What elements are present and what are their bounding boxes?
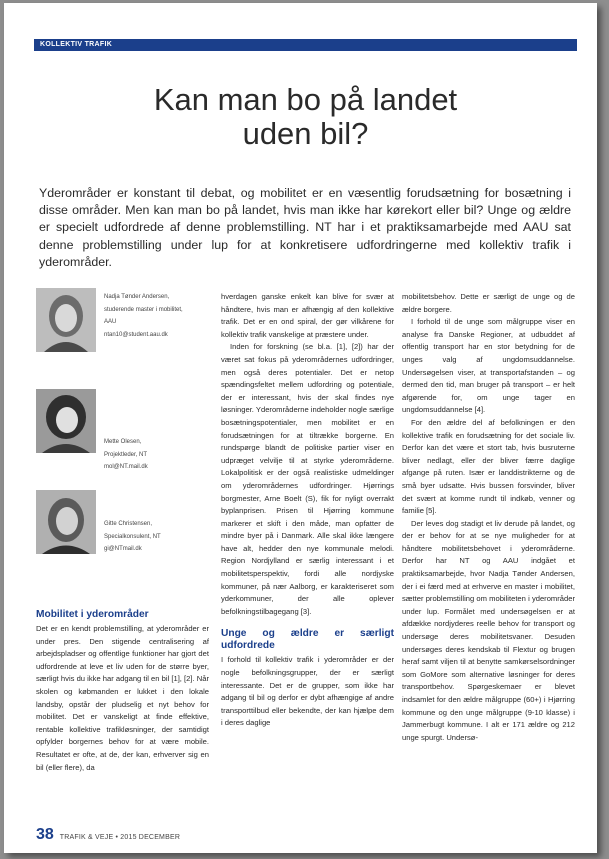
- page-number: 38: [36, 826, 54, 843]
- body-paragraph: I forhold til de unge som målgruppe viser en analyse fra Danske Regioner, at udbuddet af offentlig transport har en stor betydning for de unges valg af ungdomsuddannelse. Undersøgelsen viser, at transportafstanden – og dermed den tid, man bruger på transport – er helt afgørende for, om unge tager en ungdomsuddannelse [4].: [402, 317, 575, 415]
- author-affiliation: AAU: [104, 319, 117, 326]
- author-card: [36, 490, 231, 556]
- body-paragraph: mobilitetsbehov. Dette er særligt de unge og de ældre borgere.: [402, 292, 575, 314]
- author-card: [36, 288, 231, 354]
- author-info: [104, 291, 183, 341]
- body-paragraph: Inden for forskning (se bl.a. [1], [2]) har der været sat fokus på yderområdernes udfordringer, men også deres potentialer. Det er netop spændingsfeltet mellem udfordring og potentiale, der er interessant, hvis der skal findes nye løsninger. Yderområderne indeholder nogle særlige bosætningspotentialer, men mobilitet er en forudsætningen for at tiltrække borgerne. En rundspørge blandt de politiske partier viser en udpræget velvilje til at styrke yderområderne. Lokalpolitisk er der også realistiske udmeldinger om yderområdernes udfordringer. Hjørrings borgmester, Arne Boelt (S), fik for nyligt overrakt byplanprisen. Prisen til Hjørring kommune markerer et skift i den måde, man opfatter de mindre byer på i Danmark. Alle skal ikke længere have alt, hedder den nye kommunale melodi. Region Nordjylland er særlig interessant i et mobilitetsperspektiv, fordi alle nordjyske kommuner, på nær Aalborg, er karakteriseret som yderkommuner, der alle oplever befolkningstilbagegang [3].: [221, 342, 394, 616]
- author-photo: [36, 490, 96, 554]
- author-role: studerende master i mobilitet,: [104, 306, 183, 313]
- lead-paragraph: Yderområder er konstant til debat, og mobilitet er en væsentlig forudsætning for bosætning i disse områder. Men kan man bo på landet, hvis man ikke har kørekort eller bil? Unge og ældre er specielt udfordrede af denne problemstilling. NT har i et praktiksamarbejde med AAU sat denne problemstilling under lup for at konkretisere udfordringerne med kollektiv trafik i yderområder.: [39, 186, 571, 269]
- publication-info: TRAFIK & VEJE • 2015 DECEMBER: [59, 834, 181, 841]
- title-line-1: Kan man bo på landet: [153, 82, 458, 117]
- section-heading: Mobilitet i yderområder: [36, 609, 149, 620]
- body-paragraph: Der leves dog stadigt et liv derude på landet, og der er behov for at se nye muligheder for at håndtere mobilitetsbehovet i yderområderne. Derfor har NT og AAU indgået et praktiksamarbejde, hvor Nadja Tønder Andersen, der i ei færd med at erhverve en master i mobilitet, sætter problemstilling om mobiliteten i yderområder under lup. Formålet med undersøgelsen er at afdække nordjyderes reelle behov for transport og undersøge deres mobilitetsvaner. Desuden undersøges deres kendskab til Flextur og brugen heraf samt viljen til at benytte samkørselsordninger som GoMore som alternative løsninger for deres transportbehov. Spørgeskemaer er blevet indsamlet for den ældre målgruppe (60+) i Hjørring kommune og den unge målgruppe (9-10 klasse) i Jammerbugt kommune. I alt er 171 ældre og 212 unge spurgt. Undersø-: [402, 518, 575, 742]
- author-card: [36, 389, 231, 471]
- section-tag: KOLLEKTIV TRAFIK: [34, 39, 577, 51]
- column-1: [36, 609, 209, 774]
- section-heading: Unge og ældre er særligt udfordrede: [221, 628, 394, 652]
- author-photo: [36, 389, 96, 453]
- author-role: Specialkonsulent, NT: [104, 533, 161, 540]
- column-2: [221, 291, 394, 730]
- body-paragraph: I forhold til kollektiv trafik i yderområder er der nogle befolkningsgrupper, der er særligt interessante. Det er de grupper, som ikke har adgang til bil og derfor er dybt afhængige af andre transporttilbud eller bekendte, der kan hjælpe dem i deres daglige: [221, 655, 394, 728]
- magazine-page: [4, 3, 597, 853]
- author-email: gi@NTmail.dk: [104, 546, 142, 553]
- page-footer: [36, 826, 180, 842]
- author-name: Nadja Tønder Andersen,: [104, 294, 170, 300]
- body-paragraph: Det er en kendt problemstilling, at yderområder er under pres. Den stigende centralisering af arbejdspladser og offentlige funktioner har gjort det udfordrende at leve et liv uden for de større byer, særligt hvis du ikke har adgang til en bil [1], [2]. Når skolen og købmanden er lukket i den lokale landsby, opstår der pludselig et nyt behov for mobilitet. Det er vanskeligt at finde effektive, rentable kollektive trafikløsninger, der samtidigt opfylder borgernes behov for at være mobile. Resultatet er ofte, at de, der kan, erhverver sig en bil (eller flere), da: [36, 624, 209, 772]
- column-3: [402, 291, 575, 744]
- title-line-2: uden bil?: [242, 116, 369, 151]
- article-title: [34, 83, 577, 151]
- author-name: Mette Olesen,: [104, 439, 142, 445]
- author-name: Gitte Christensen,: [104, 521, 153, 527]
- author-photo: [36, 288, 96, 352]
- author-email: ntan10@student.aau.dk: [104, 331, 168, 338]
- author-role: Projektleder, NT: [104, 451, 148, 458]
- author-info: [104, 436, 148, 474]
- author-info: [104, 518, 161, 556]
- body-paragraph: For den ældre del af befolkningen er den kollektive trafik en forudsætning for det sociale liv. Derfor kan det være et stort tab, hvis busruterne bliver nedlagt, eller der bliver færre daglige afgange på ruten. Især er landdistrikterne og de små byer udsatte. Hvis bussen forsvinder, bliver det svært at komme rundt til indkøb, venner og familie [5].: [402, 417, 575, 516]
- author-email: mol@NT.mail.dk: [104, 464, 148, 471]
- body-paragraph: hverdagen ganske enkelt kan blive for svær at håndtere, hvis man er afhængig af den kollektive trafik. Det er en ond spiral, der gør vilkårene for kollektiv trafik vanskelige at præstere under.: [221, 292, 394, 339]
